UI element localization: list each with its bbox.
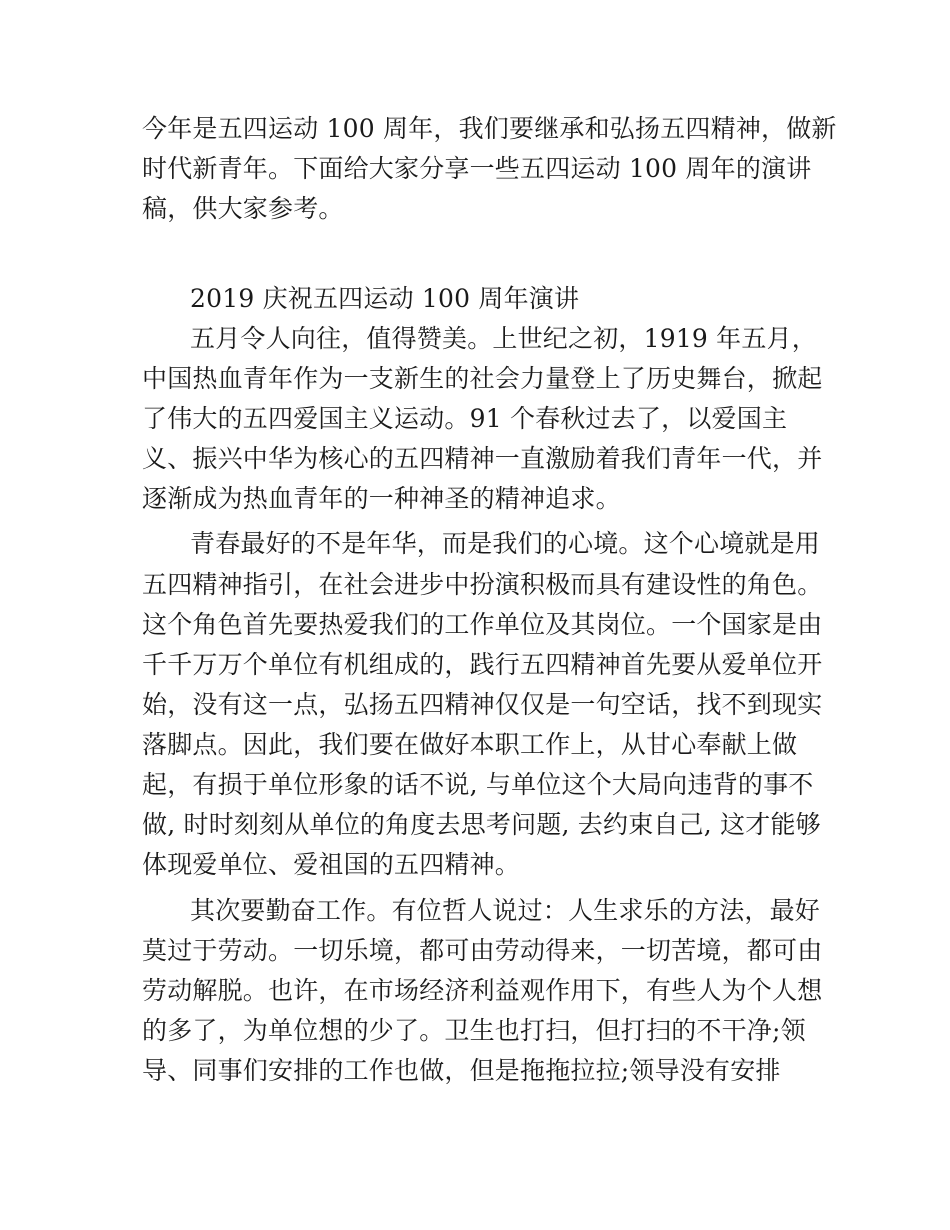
paragraph-line: 青春最好的不是年华，而是我们的心境。这个心境就是用: [190, 529, 821, 558]
paragraph-line: 义、振兴中华为核心的五四精神一直激励着我们青年一代，并: [142, 444, 823, 473]
paragraph-line: 千千万万个单位有机组成的，践行五四精神首先要从爱单位开: [142, 650, 823, 679]
paragraph-line: 做, 时时刻刻从单位的角度去思考问题, 去约束自己, 这才能够: [142, 810, 821, 839]
paragraph-line: 其次要勤奋工作。有位哲人说过：人生求乐的方法，最好: [190, 896, 821, 925]
paragraph-line: 导、同事们安排的工作也做，但是拖拖拉拉;领导没有安排: [142, 1056, 781, 1085]
paragraph-line: 五四精神指引，在社会进步中扮演积极而具有建设性的角色。: [142, 570, 823, 599]
paragraph-line: 这个角色首先要热爱我们的工作单位及其岗位。一个国家是由: [142, 610, 823, 639]
paragraph-line: 落脚点。因此，我们要在做好本职工作上，从甘心奉献上做: [142, 730, 798, 759]
paragraph-line: 了伟大的五四爱国主义运动。91 个春秋过去了，以爱国主: [142, 404, 788, 433]
paragraph-line: 中国热血青年作为一支新生的社会力量登上了历史舞台，掀起: [142, 364, 823, 393]
paragraph-line: 莫过于劳动。一切乐境，都可由劳动得来，一切苦境，都可由: [142, 936, 823, 965]
intro-line: 今年是五四运动 100 周年，我们要继承和弘扬五四精神，做新: [142, 114, 837, 143]
intro-line: 时代新青年。下面给大家分享一些五四运动 100 周年的演讲: [142, 154, 812, 183]
paragraph-line: 的多了，为单位想的少了。卫生也打扫，但打扫的不干净;领: [142, 1016, 806, 1045]
paragraph-line: 劳动解脱。也许，在市场经济利益观作用下，有些人为个人想: [142, 976, 823, 1005]
article-title: 2019 庆祝五四运动 100 周年演讲: [190, 284, 580, 313]
paragraph-line: 逐渐成为热血青年的一种神圣的精神追求。: [142, 484, 621, 513]
paragraph-line: 起，有损于单位形象的话不说, 与单位这个大局向违背的事不: [142, 770, 814, 799]
paragraph-line: 五月令人向往，值得赞美。上世纪之初，1919 年五月，: [190, 324, 817, 353]
paragraph-line: 体现爱单位、爱祖国的五四精神。: [142, 850, 521, 879]
paragraph-line: 始，没有这一点，弘扬五四精神仅仅是一句空话，找不到现实: [142, 690, 823, 719]
intro-line: 稿，供大家参考。: [142, 194, 344, 223]
